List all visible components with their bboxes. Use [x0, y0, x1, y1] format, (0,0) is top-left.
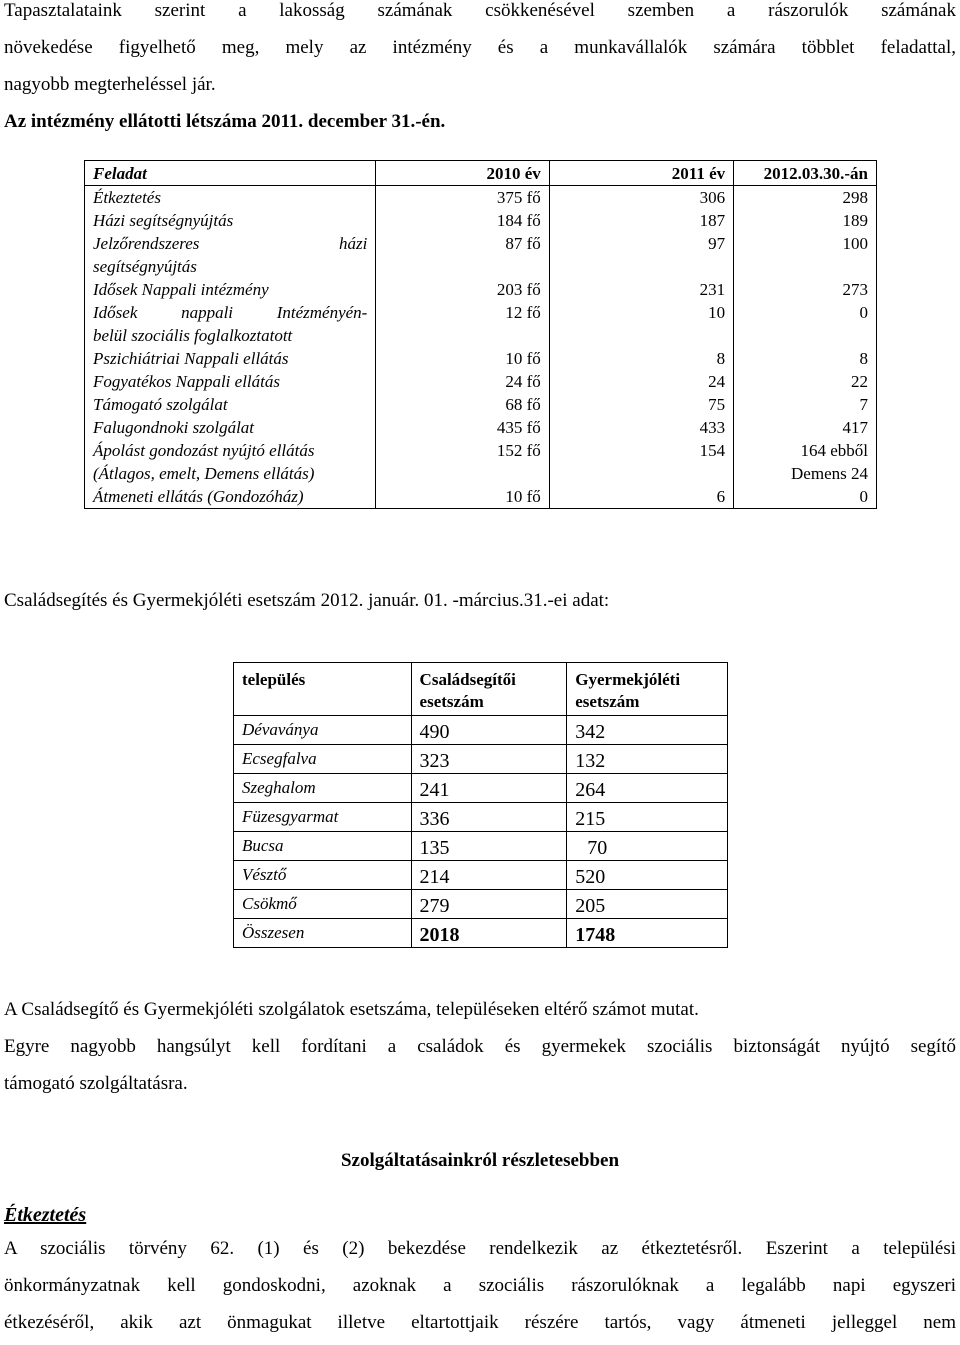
- value-cell: 520: [567, 861, 728, 890]
- value-cell: 97: [549, 232, 733, 278]
- value-cell: 187: [549, 209, 733, 232]
- value-cell: 215: [567, 803, 728, 832]
- summary-line-2: Egyre nagyobb hangsúlyt kell fordítani a családok és gyermekek szociális biztonságát nyújtó segítő: [4, 1036, 956, 1057]
- table-row: [85, 186, 877, 210]
- task-text: segítségnyújtás: [93, 257, 197, 276]
- task-cell: Falugondnoki szolgálat: [85, 416, 376, 439]
- task-text: Jelzőrendszeres: [93, 234, 200, 253]
- header-child: [567, 663, 728, 716]
- value-cell: 8: [549, 347, 733, 370]
- table-row: [85, 209, 877, 232]
- value-cell: 375 fő: [376, 186, 549, 210]
- value-cell: 298: [734, 186, 877, 210]
- value-cell: 342: [567, 716, 728, 745]
- table-row: [234, 774, 728, 803]
- meals-paragraph: [4, 1230, 956, 1341]
- town-cell: Dévaványa: [234, 716, 412, 745]
- value-cell: 100: [734, 232, 877, 278]
- value-cell: 8: [734, 347, 877, 370]
- intro-line-1: Tapasztalataink szerint a lakosság számának csökkenésével szemben a rászorulók számának: [4, 0, 956, 21]
- task-cell: Fogyatékos Nappali ellátás: [85, 370, 376, 393]
- task-cell: Átmeneti ellátás (Gondozóház): [85, 485, 376, 509]
- summary-paragraph: [4, 991, 956, 1102]
- intro-line-2: növekedése figyelhető meg, mely az intézmény és a munkavállalók számára többlet feladattal,: [4, 37, 956, 58]
- task-text: Ápolást gondozást nyújtó ellátás: [93, 441, 315, 460]
- value-cell: 0: [734, 485, 877, 509]
- town-cell: Ecsegfalva: [234, 745, 412, 774]
- task-cell: Támogató szolgálat: [85, 393, 376, 416]
- value-cell: 205: [567, 890, 728, 919]
- value-cell: 336: [411, 803, 567, 832]
- table-row: [85, 370, 877, 393]
- town-cell: Csökmő: [234, 890, 412, 919]
- value-cell: 203 fő: [376, 278, 549, 301]
- header-2012: 2012.03.30.-án: [734, 161, 877, 186]
- value-cell: 10: [549, 301, 733, 347]
- table-row: [234, 716, 728, 745]
- section2-title: Családsegítés és Gyermekjóléti esetszám 2012. január. 01. -március.31.-ei adat:: [4, 590, 610, 611]
- meals-line-2: önkormányzatnak kell gondoskodni, azoknak a szociális rászorulóknak a legalább napi egyszeri: [4, 1275, 956, 1296]
- value-cell: 132: [567, 745, 728, 774]
- table-row: [234, 832, 728, 861]
- summary-line-3: támogató szolgáltatásra.: [4, 1073, 188, 1094]
- table-row: [234, 890, 728, 919]
- task-cell: [85, 301, 376, 347]
- intro-paragraph: [4, 0, 956, 140]
- summary-line-1: A Családsegítő és Gyermekjóléti szolgálatok esetszáma, településeken eltérő számot mutat.: [4, 999, 699, 1020]
- value-text: 70: [587, 837, 608, 859]
- table-row: [234, 745, 728, 774]
- subheading: Étkeztetés: [4, 1204, 87, 1226]
- task-text: Idősek nappali Intézményén-: [93, 303, 368, 322]
- value-cell: 306: [549, 186, 733, 210]
- table-row-total: [234, 919, 728, 948]
- section-heading: Szolgáltatásainkról részletesebben: [340, 1150, 620, 1171]
- task-cell: [85, 232, 376, 278]
- value-cell: 323: [411, 745, 567, 774]
- value-cell: [734, 439, 877, 485]
- value-cell: 87 fő: [376, 232, 549, 278]
- town-cell: Bucsa: [234, 832, 412, 861]
- task-cell: Étkeztetés: [85, 186, 376, 210]
- table-row: [85, 393, 877, 416]
- value-cell: 417: [734, 416, 877, 439]
- table-row: [85, 347, 877, 370]
- value-cell: 490: [411, 716, 567, 745]
- town-cell: Füzesgyarmat: [234, 803, 412, 832]
- clients-table: [84, 160, 877, 509]
- task-cell: Házi segítségnyújtás: [85, 209, 376, 232]
- value-cell: 214: [411, 861, 567, 890]
- header-2011: 2011 év: [549, 161, 733, 186]
- table1-caption: Az intézmény ellátotti létszáma 2011. december 31.-én.: [4, 111, 446, 132]
- task-cell: Pszichiátriai Nappali ellátás: [85, 347, 376, 370]
- value-cell: 135: [411, 832, 567, 861]
- table-row: [85, 485, 877, 509]
- town-cell: Szeghalom: [234, 774, 412, 803]
- value-cell: 75: [549, 393, 733, 416]
- task-text: házi: [339, 234, 368, 253]
- task-text: (Átlagos, emelt, Demens ellátás): [93, 464, 315, 483]
- header-text: Családsegítői: [419, 670, 516, 689]
- header-text: Gyermekjóléti: [575, 670, 681, 689]
- value-cell: 279: [411, 890, 567, 919]
- task-text: belül szociális foglalkoztatott: [93, 326, 293, 345]
- value-text: Demens 24: [791, 464, 868, 483]
- value-cell: 154: [549, 439, 733, 485]
- value-cell: 10 fő: [376, 347, 549, 370]
- table-row: [85, 439, 877, 485]
- value-cell: 24: [549, 370, 733, 393]
- header-text: település: [242, 670, 306, 689]
- town-cell: Vésztő: [234, 861, 412, 890]
- value-cell: 10 fő: [376, 485, 549, 509]
- header-task: Feladat: [85, 161, 376, 186]
- header-text: esetszám: [419, 692, 484, 711]
- table-row: [85, 278, 877, 301]
- case-count-table: [233, 662, 728, 948]
- value-cell: 22: [734, 370, 877, 393]
- value-cell: 24 fő: [376, 370, 549, 393]
- value-cell: 231: [549, 278, 733, 301]
- value-cell: 184 fő: [376, 209, 549, 232]
- case-table-header: [234, 663, 728, 716]
- header-town: [234, 663, 412, 716]
- value-cell: 273: [734, 278, 877, 301]
- section2-title-block: [4, 582, 956, 619]
- town-cell: Összesen: [234, 919, 412, 948]
- value-cell: 241: [411, 774, 567, 803]
- value-cell: 433: [549, 416, 733, 439]
- value-cell: 6: [549, 485, 733, 509]
- value-cell: 152 fő: [376, 439, 549, 485]
- value-cell: 435 fő: [376, 416, 549, 439]
- value-cell: 189: [734, 209, 877, 232]
- value-cell: 1748: [567, 919, 728, 948]
- value-cell: 7: [734, 393, 877, 416]
- value-cell: 264: [567, 774, 728, 803]
- table-row: [234, 803, 728, 832]
- header-family: [411, 663, 567, 716]
- table-row: [234, 861, 728, 890]
- header-2010: 2010 év: [376, 161, 549, 186]
- intro-line-3: nagyobb megterheléssel jár.: [4, 74, 216, 95]
- value-cell: [567, 832, 728, 861]
- value-cell: 2018: [411, 919, 567, 948]
- task-cell: Idősek Nappali intézmény: [85, 278, 376, 301]
- meals-line-1: A szociális törvény 62. (1) és (2) bekezdése rendelkezik az étkeztetésről. Eszerint a települési: [4, 1238, 956, 1259]
- value-cell: 68 fő: [376, 393, 549, 416]
- value-text: 164 ebből: [800, 441, 868, 460]
- value-cell: 12 fő: [376, 301, 549, 347]
- table-row: [85, 232, 877, 278]
- table-row: [85, 416, 877, 439]
- clients-table-header: [85, 161, 877, 186]
- header-text: esetszám: [575, 692, 640, 711]
- value-cell: 0: [734, 301, 877, 347]
- table-row: [85, 301, 877, 347]
- task-cell: [85, 439, 376, 485]
- meals-line-3: étkezéséről, akik azt önmagukat illetve eltartottjaik részére tartós, vagy átmeneti jelleggel nem: [4, 1312, 956, 1333]
